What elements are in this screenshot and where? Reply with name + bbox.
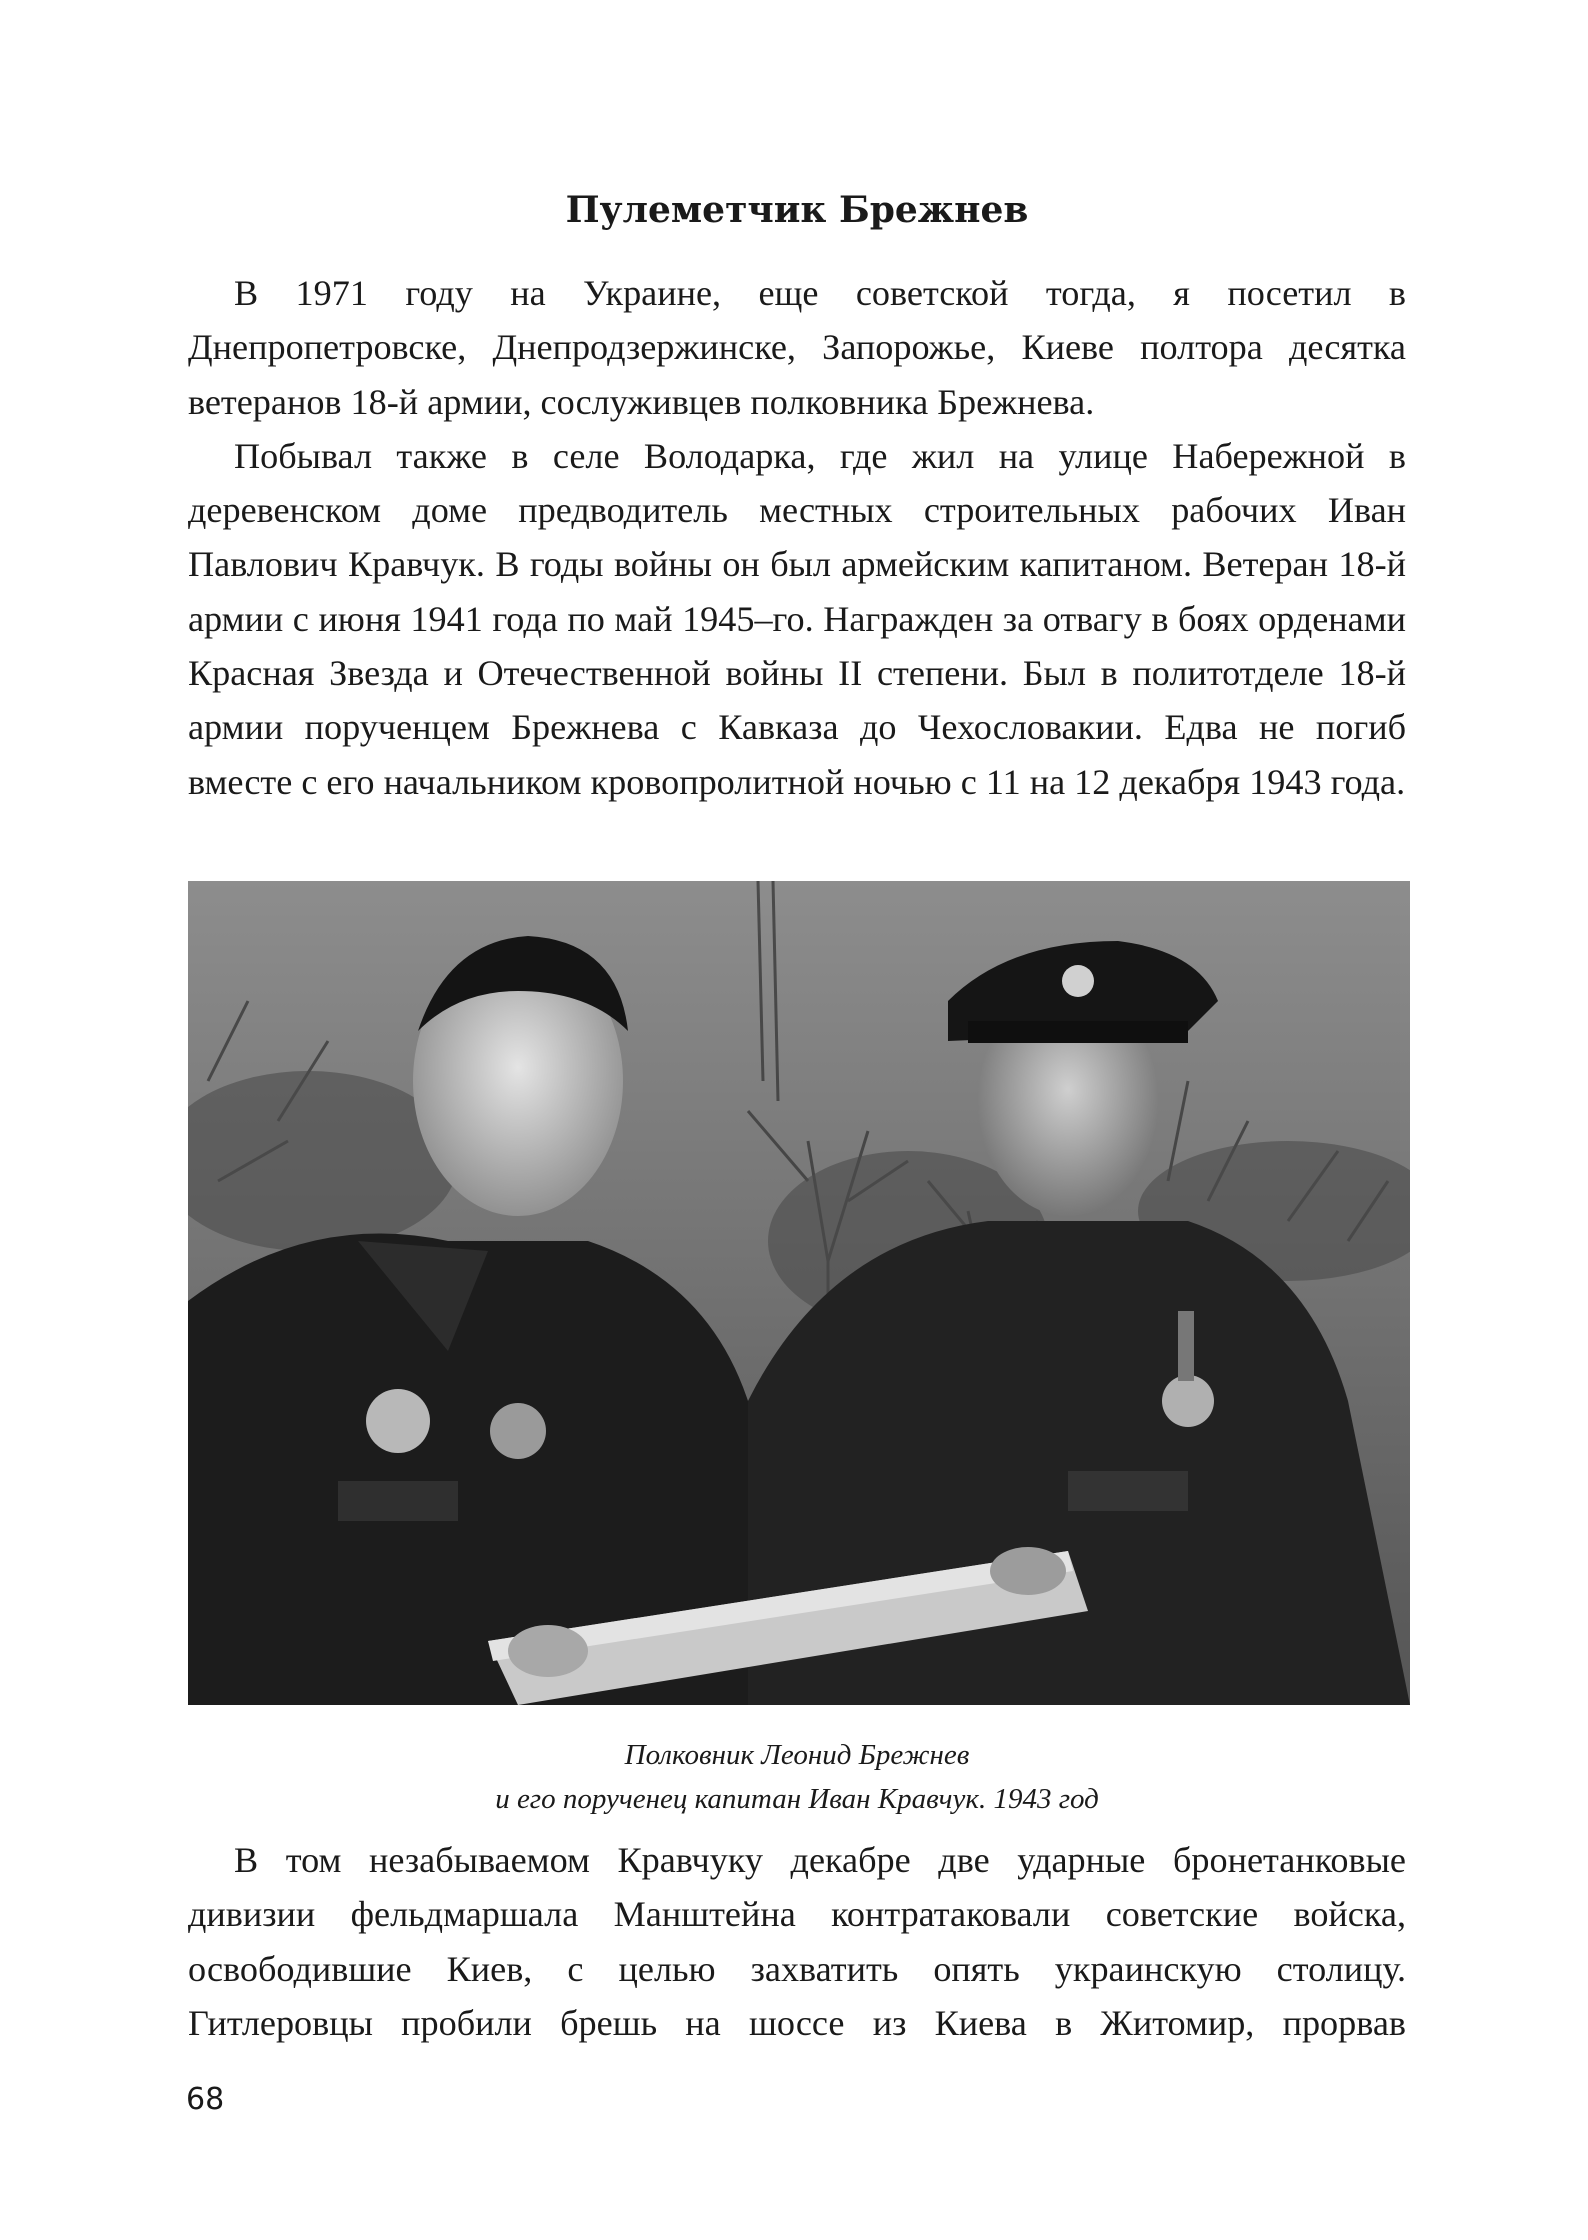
page-number: 68 [186,2082,225,2117]
photo-caption [188,1733,1406,1821]
continuation-text [188,1833,1406,2050]
caption-line: и его порученец капитан Иван Кравчук. 1943 год [495,1783,1099,1815]
intro-text [188,266,1406,809]
paragraph: В 1971 году на Украине, еще советской тогда, я посетил в Днепропетровске, Днепродзержинске, Запорожье, Киеве полтора десятка ветеранов 18-й армии, сослуживцев полковника Брежнева. [188,273,1406,422]
paragraph: Побывал также в селе Володарка, где жил на улице Набережной в деревенском доме предводитель местных строительных рабочих Иван Павлович Кравчук. В годы войны он был армейским капитаном. Ветеран 18-й армии с июня 1941 года по май 1945–го. Награжден за отвагу в боях орденами Красная Звезда и Отечественной войны II степени. Был в политотделе 18-й армии порученцем Брежнева с Кавказа до Чехословакии. Едва не погиб вместе с его начальником кровопролитной ночью с 11 на 12 декабря 1943 года. [188,435,1406,802]
chapter-title: Пулеметчик Брежнев [565,189,1029,231]
historical-photo [188,881,1410,1705]
paragraph: В том незабываемом Кравчуку декабре две ударные бронетанковые дивизии фельдмаршала Манштейна контратаковали советские войска, освободившие Киев, с целью захватить опять украинскую столицу. Гитлеровцы пробили брешь на шоссе из Киева в Житомир, прорвав [188,1840,1406,2043]
caption-line: Полковник Леонид Брежнев [624,1739,970,1771]
photo-illustration [188,881,1410,1705]
